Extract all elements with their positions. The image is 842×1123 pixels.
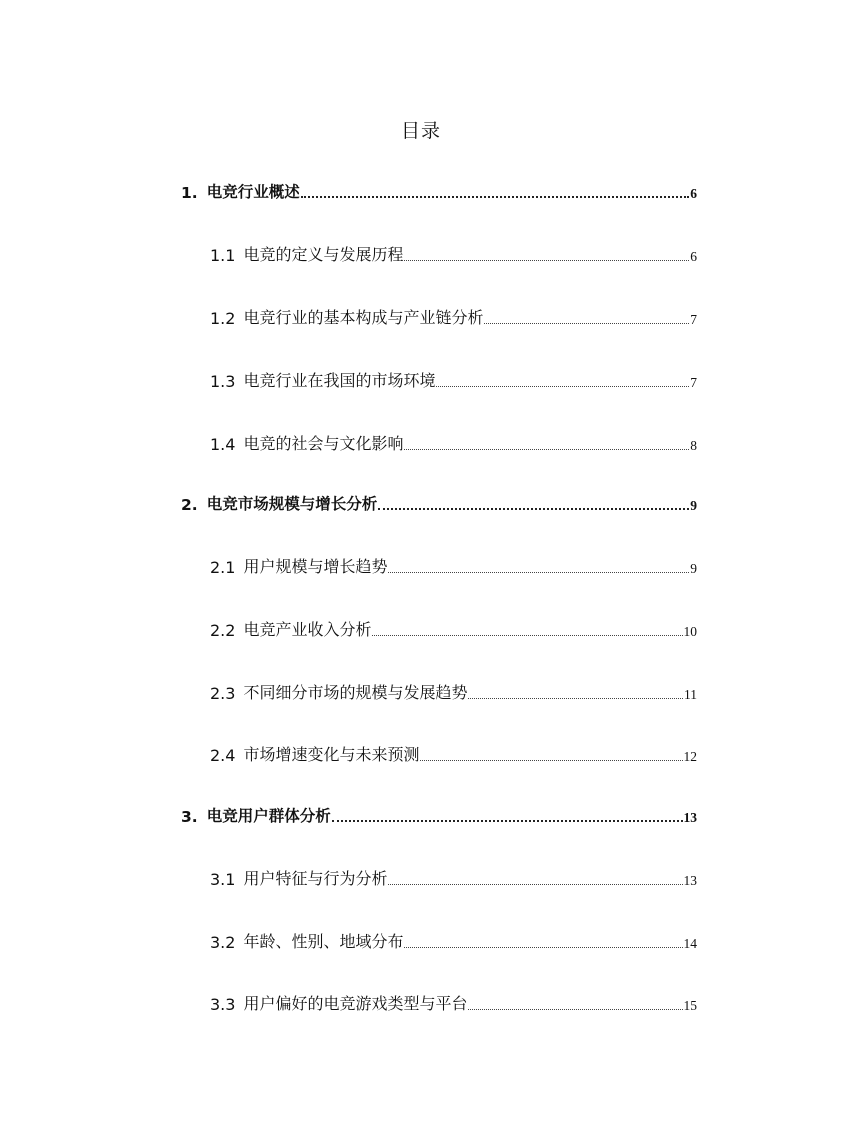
toc-entry-page: 9 — [690, 560, 697, 576]
toc-entry-page: 14 — [683, 935, 697, 951]
toc-entry-page: 13 — [683, 809, 697, 825]
toc-entry[interactable] — [210, 617, 697, 640]
dot-leader — [332, 820, 683, 822]
toc-entry-number: 2.4 — [210, 746, 236, 765]
toc-entry-page: 7 — [690, 374, 697, 390]
dot-leader — [468, 698, 683, 699]
toc-entry-page: 6 — [690, 185, 697, 201]
dot-leader — [301, 196, 690, 198]
toc-entry-page: 10 — [683, 623, 697, 639]
toc-entry[interactable] — [210, 680, 697, 703]
toc-entry[interactable] — [210, 368, 697, 391]
toc-entry[interactable] — [210, 554, 697, 577]
toc-entry-title: 电竞用户群体分析 — [206, 807, 331, 825]
dot-leader — [372, 635, 682, 636]
toc-entry-title: 用户偏好的电竞游戏类型与平台 — [243, 994, 468, 1013]
toc-entry-page: 8 — [690, 437, 697, 453]
toc-entry-title: 电竞行业在我国的市场环境 — [243, 371, 436, 390]
toc-entry-page: 12 — [683, 748, 697, 764]
toc-entry-number: 2.2 — [210, 621, 236, 640]
toc-entry-number: 1.2 — [210, 309, 236, 328]
toc-entry-title: 电竞市场规模与增长分析 — [206, 495, 378, 513]
dot-leader — [436, 386, 689, 387]
toc-entry-page: 13 — [683, 872, 697, 888]
toc-entry-number: 3. — [181, 808, 198, 826]
toc-entry-title: 用户特征与行为分析 — [243, 869, 388, 888]
dot-leader — [404, 449, 689, 450]
dot-leader — [388, 572, 689, 573]
toc-entry-title: 用户规模与增长趋势 — [243, 557, 388, 576]
toc-entry-number: 1.1 — [210, 246, 236, 265]
toc-entry[interactable] — [181, 804, 697, 826]
toc-entry-number: 2.1 — [210, 558, 236, 577]
toc-entry-number: 3.2 — [210, 933, 236, 952]
toc-entry-number: 3.3 — [210, 995, 236, 1014]
toc-entry[interactable] — [210, 305, 697, 328]
toc-entry-page: 11 — [684, 686, 697, 702]
toc-entry-number: 1.4 — [210, 435, 236, 454]
toc-entry[interactable] — [210, 991, 697, 1014]
dot-leader — [404, 260, 689, 261]
toc-entry-number: 2.3 — [210, 684, 236, 703]
dot-leader — [378, 508, 689, 510]
toc-entry-title: 不同细分市场的规模与发展趋势 — [243, 683, 468, 702]
toc-entry-number: 1. — [181, 184, 198, 202]
toc-entry-page: 15 — [683, 997, 697, 1013]
toc-entry-page: 9 — [690, 497, 697, 513]
dot-leader — [388, 884, 682, 885]
toc-entry-title: 电竞的社会与文化影响 — [243, 434, 404, 453]
toc-entry-title: 电竞的定义与发展历程 — [243, 245, 404, 264]
dot-leader — [420, 760, 682, 761]
toc-entry-number: 2. — [181, 496, 198, 514]
toc-entry[interactable] — [210, 866, 697, 889]
toc-entry-title: 电竞行业概述 — [206, 183, 300, 201]
toc-entry[interactable] — [181, 180, 697, 202]
toc-entry[interactable] — [210, 742, 697, 765]
toc-entry-title: 电竞行业的基本构成与产业链分析 — [243, 308, 484, 327]
toc-entry-title: 市场增速变化与未来预测 — [243, 745, 420, 764]
page-title: 目录 — [400, 120, 441, 142]
toc-entry-number: 3.1 — [210, 870, 236, 889]
toc-entry-number: 1.3 — [210, 372, 236, 391]
toc-entry-page: 7 — [690, 311, 697, 327]
toc-entry-page: 6 — [690, 248, 697, 264]
dot-leader — [484, 323, 689, 324]
toc-entry-title: 年龄、性别、地域分布 — [243, 932, 404, 951]
toc-entry-title: 电竞产业收入分析 — [243, 620, 372, 639]
toc-entry[interactable] — [210, 242, 697, 265]
toc-entry[interactable] — [210, 929, 697, 952]
toc-entry[interactable] — [210, 431, 697, 454]
toc-entry[interactable] — [181, 492, 697, 514]
dot-leader — [404, 947, 682, 948]
dot-leader — [468, 1009, 682, 1010]
